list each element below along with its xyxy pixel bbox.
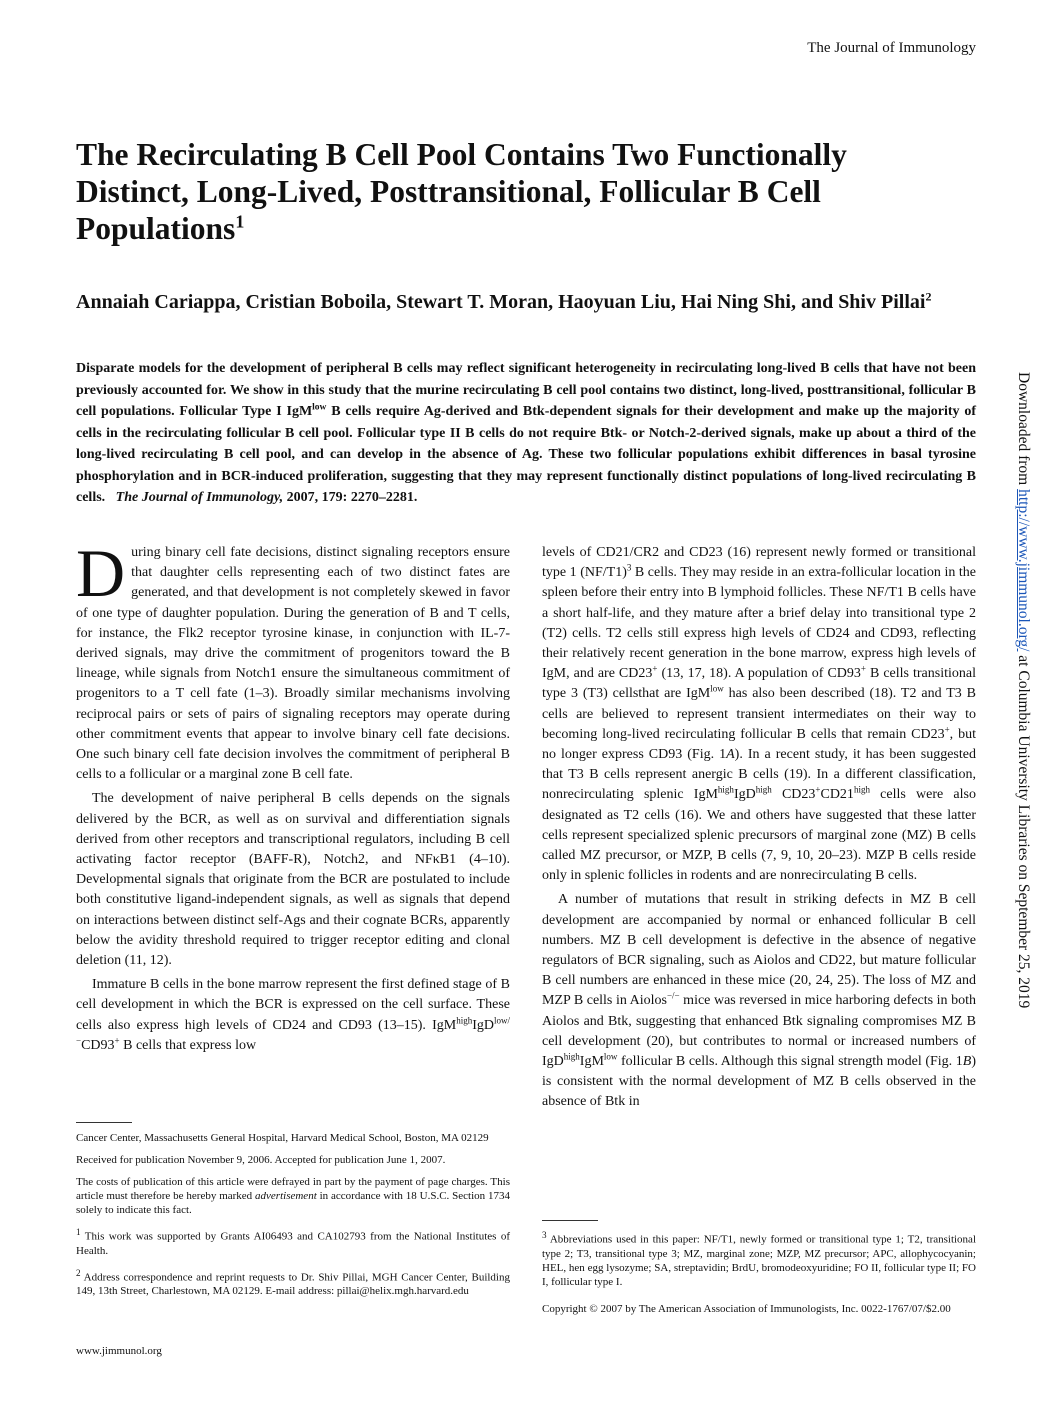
author-list <box>76 288 956 316</box>
copyright-line: Copyright © 2007 by The American Association of Immunologists, Inc. 0022-1767/07/$2.00 <box>542 1303 951 1315</box>
intro-paragraph-4: A number of mutations that result in striking defects in MZ B cell development are accompanied by normal or enhanced follicular B cell numbers. MZ B cell development is defective in the absence of negative regulators of BCR signaling, such as Aiolos and CD22, but mature follicular B cell numbers are enhanced in these mice (20, 24, 25). The loss of MZ and MZP B cells in Aiolos−/− mice was reversed in mice harboring defects in both Aiolos and Btk, suggesting that enhanced Btk signaling compromises MZ B cell development (20), but contributes to normal or increased numbers of IgD$^{high}$IgM$^{low}$ follicular B cells. Although this signal strength model (Fig. 1B) is consistent with the normal development of MZ B cells observed in the absence of Btk in <box>542 892 977 1110</box>
abstract-text-2: B cells require Ag-derived and Btk-dependent signals for their development and make up the majority of cells in the recirculating follicular B cell pool. Follicular type II B cells do not require Btk- or Notch-2-derived signals, make up about a third of the long-lived recirculating B cell pool, and can develop in the absence of Ag. These two follicular populations exhibit differences in basal tyrosine phosphorylation and in BCR-induced proliferation, suggesting that they may represent functionally distinct populations of long-lived recirculating B cells. <box>76 404 976 505</box>
received-note: Received for publication November 9, 2006. Accepted for publication June 1, 2007. <box>76 1154 446 1166</box>
footnote-divider <box>76 1122 132 1123</box>
author-footnote-mark: 2 <box>925 289 932 304</box>
download-link[interactable]: http://www.jimmunol.org/ <box>1015 489 1032 652</box>
author-names: Annaiah Cariappa, Cristian Boboila, Stewart T. Moran, Haoyuan Liu, Hai Ning Shi, and Shiv Pillai <box>76 291 926 313</box>
abstract-citation: The Journal of Immunology, <box>115 490 284 505</box>
abstract-text-1: Disparate models for the development of peripheral B cells may reflect significant heterogeneity in recirculating long-lived B cells that have not been previously accounted for. We show in this study that the murine recirculating B cell pool contains two distinct, long-lived, posttransitional, follicular B cell populations. Follicular Type I IgM <box>76 361 976 419</box>
abstract-sup: low <box>312 402 327 413</box>
intro-paragraph-1 <box>76 535 510 785</box>
intro-paragraph-3: Immature B cells in the bone marrow represent the first defined stage of B cell development in which the BCR is expressed on the cell surface. These cells also express high levels of CD24 and CD93 (13–15). IgM$^{high}$IgD$^{low/-}$CD93+ B cells that express low <box>76 977 510 1053</box>
figure-ref: A <box>726 747 735 763</box>
footnotes-left <box>76 1131 510 1306</box>
intro-paragraph-2: The development of naive peripheral B cells depends on the signals delivered by the BCR, as well as on survival and differentiation signals derived from other receptors and transcriptional regulators, including B cell activating factor receptor (BAFF-R), Notch2, and NFκB1 (4–10). Developmental signals that originate from the BCR are postulated to include both constitutive ligand-independent signals, as well as signals that depend on interactions between distinct self-Ags and their cognate BCRs, apparently below the avidity threshold required to trigger receptor editing and clonal deletion (11, 12). <box>76 791 510 969</box>
footnote-3: $^3$ Abbreviations used in this paper: NF/T1, newly formed or transitional type 1; T2, transitional type 2; T3, transitional type 3; MZ, marginal zone; MZP, MZ precursor; APC, allophycocyanin; HEL, hen egg lysozyme; SA, streptavidin; BrdU, bromodeoxyuridine; FO II, follicular type II; FO I, follicular type I. <box>542 1230 976 1288</box>
paragraph-text: uring binary cell fate decisions, distinct signaling receptors ensure that daughter cells representing each of two distinct fates are generated, and that development is not completely skewed in favor of one type of daughter population. During the generation of B and T cells, for instance, the Flk2 receptor tyrosine kinase, in conjunction with IL-7-derived signals, may drive the commitment of progenitors toward the B lineage, while signals from Notch1 ensure the simultaneous commitment of progenitors to a T cell fate (1–3). Broadly similar mechanisms involving reciprocal pairs or sets of pairs of signaling receptors may operate during other commitment events that appear to involve binary cell fate decisions. One such binary cell fate decision involves the commitment of peripheral B cells to a follicular or a marginal zone B cell fate. <box>76 545 510 783</box>
journal-url[interactable]: www.jimmunol.org <box>76 1345 162 1357</box>
body-column-left <box>76 535 510 1060</box>
footnote-2: $^2$ Address correspondence and reprint requests to Dr. Shiv Pillai, MGH Cancer Center, Building 149, 13th Street, Charlestown, MA 02129. E-mail address: pillai@helix.mgh.harvard.edu <box>76 1267 510 1298</box>
article-title <box>76 136 946 247</box>
footnote-divider <box>542 1220 598 1221</box>
journal-name: The Journal of Immunology <box>807 40 976 56</box>
abstract-citation-rest: 2007, 179: 2270–2281. <box>283 490 418 505</box>
abstract <box>76 358 976 509</box>
download-side-note: Downloaded from http://www.jimmunol.org/ at Columbia University Libraries on September 25, 2019 <box>1015 372 1032 1009</box>
costs-note: The costs of publication of this article were defrayed in part by the payment of page charges. This article must therefore be hereby marked advertisement in accordance with 18 U.S.C. Section 1734 solely to indicate this fact. <box>76 1176 511 1216</box>
affiliation-note: Cancer Center, Massachusetts General Hospital, Harvard Medical School, Boston, MA 02129 <box>76 1132 489 1144</box>
footnote-ref-3: 3 <box>626 562 632 573</box>
figure-ref: B <box>962 1054 972 1070</box>
body-column-right <box>542 543 976 1117</box>
title-text: The Recirculating B Cell Pool Contains Two Functionally Distinct, Long-Lived, Posttransitional, Follicular B Cell Populations <box>76 137 847 246</box>
footnote-1: $^1$ This work was supported by Grants AI06493 and CA102793 from the National Institutes of Health. <box>76 1227 510 1257</box>
title-footnote-mark: 1 <box>235 211 245 232</box>
drop-cap: D <box>76 535 126 611</box>
intro-paragraph-3-continued: levels of CD21/CR2 and CD23 (16) represent newly formed or transitional type 1 $(NF/T1)^3$ B cells. They may reside in an extra-follicular location in the spleen before their entry into B lymphoid follicles. These NF/T1 B cells have a short half-life, and they mature after a brief delay into transitional type 2 (T2) cells. T2 cells still express high levels of CD24 and CD93, reflecting their relatively recent generation in the bone marrow, express high levels of IgM, and are CD23+ (13, 17, 18). A population of CD93+ B cells transitional type 3 (T3) cellsthat are IgM$^{low}$ has also been described (18). T2 and T3 B cells are believed to represent transient intermediates on their way to becoming long-lived recirculating follicular B cells that remain CD23+, but no longer express CD93 (Fig. 1A). In a recent study, it has been suggested that T3 B cells represent anergic B cells (19). In a different classification, nonrecirculating splenic IgM$^{high}$IgD$^{high}$ $CD23^+CD21^{high}$ cells were also designated as T2 cells (16). We and others have suggested that these latter cells represent specialized splenic precursors of marginal zone (MZ) B cells called MZ precursor, or MZP, B cells (7, 9, 10, 20–23). MZP B cells reside only in splenic follicles in rodents and are nonrecirculating B cells. <box>542 545 977 884</box>
